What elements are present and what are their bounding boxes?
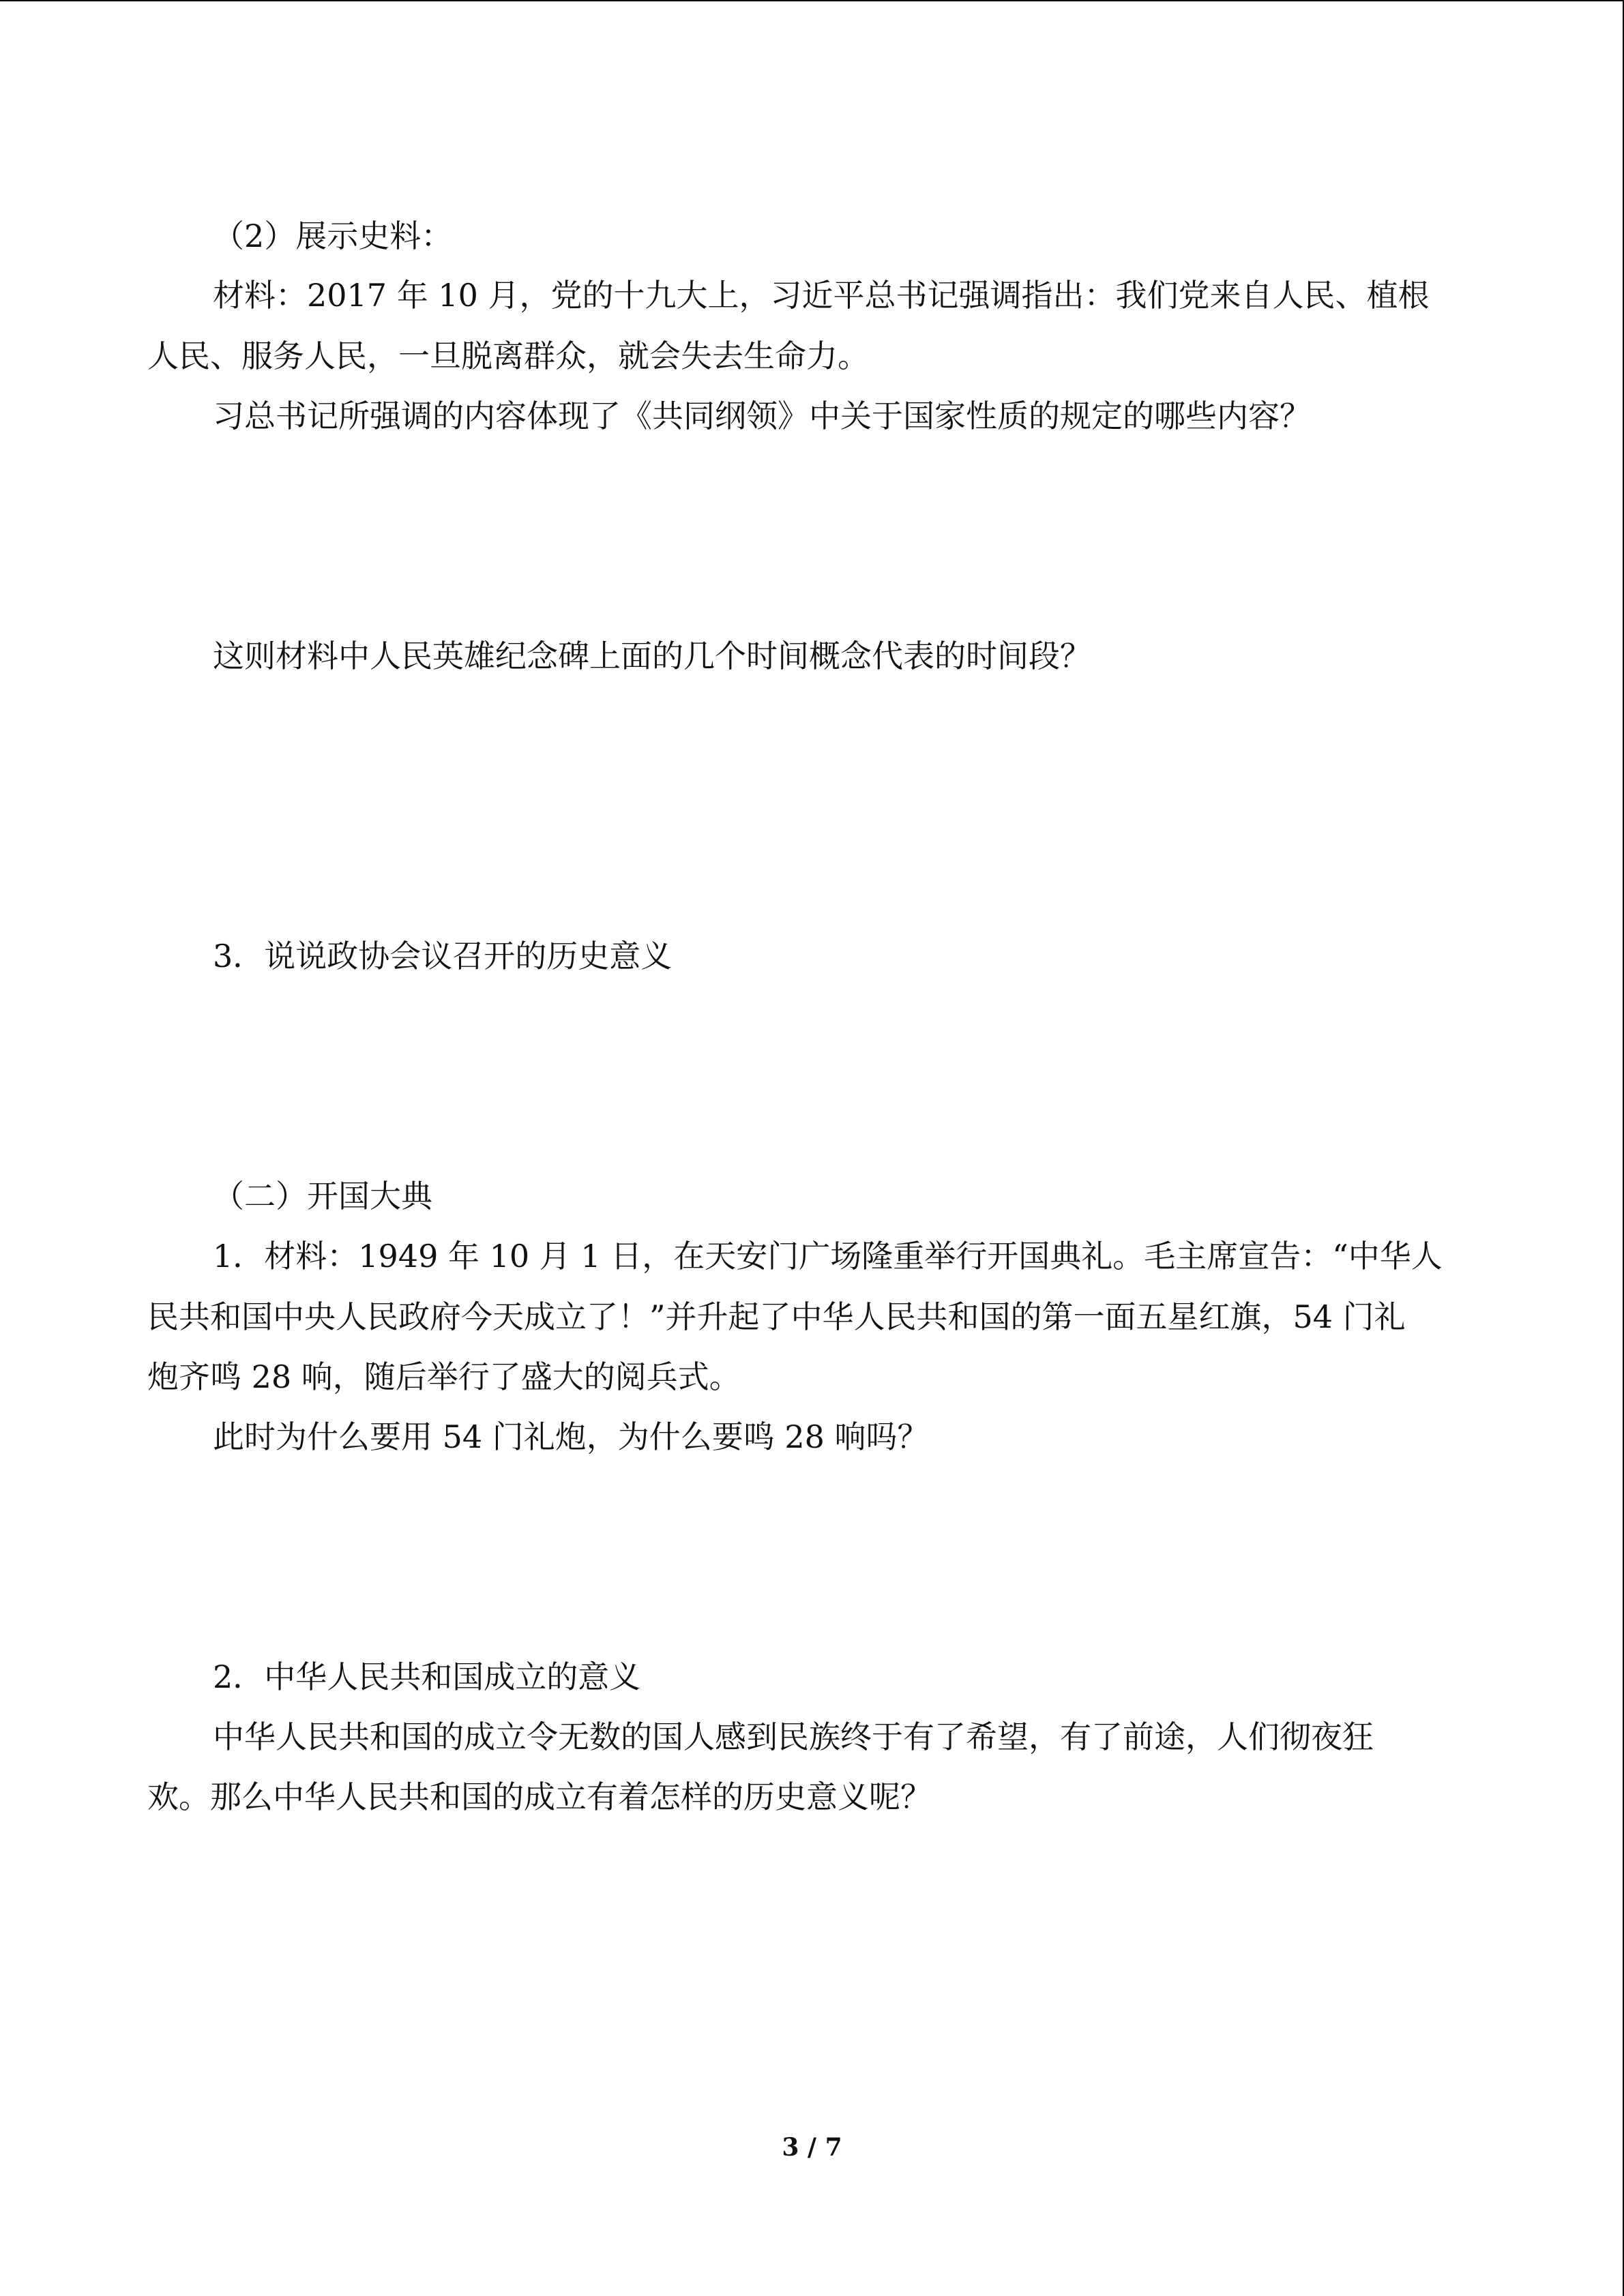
numbered-item-heading: 3．说说政协会议召开的历史意义 [213,938,673,974]
question-text: 此时为什么要用 54 门礼炮，为什么要鸣 28 响吗？ [213,1418,929,1455]
material-text-line: 炮齐鸣 28 响，随后举行了盛大的阅兵式。 [147,1358,741,1395]
question-text: 习总书记所强调的内容体现了《共同纲领》中关于国家性质的规定的哪些内容？ [213,398,1311,434]
section-heading-show-materials: （2）展示史料： [213,218,453,254]
paragraph-text-line: 欢。那么中华人民共和国的成立有着怎样的历史意义呢？ [147,1778,932,1815]
question-text: 这则材料中人民英雄纪念碑上面的几个时间概念代表的时间段？ [213,638,1091,674]
material-text-line: 民共和国中央人民政府今天成立了！”并升起了中华人民共和国的第一面五星红旗，54 门礼 [147,1298,1406,1335]
numbered-item-heading: 2．中华人民共和国成立的意义 [213,1658,641,1695]
paragraph-text-line: 中华人民共和国的成立令无数的国人感到民族终于有了希望，有了前途，人们彻夜狂 [213,1718,1374,1755]
section-heading-founding-ceremony: （二）开国大典 [213,1178,432,1214]
page-number: 3 / 7 [782,2133,842,2162]
material-text-line: 人民、服务人民，一旦脱离群众，就会失去生命力。 [147,338,869,374]
material-text-line: 材料：2017 年 10 月，党的十九大上，习近平总书记强调指出：我们党来自人民、植根 [213,277,1430,314]
material-text-line: 1．材料：1949 年 10 月 1 日，在天安门广场隆重举行开国典礼。毛主席宣告：“中华人 [213,1238,1443,1274]
